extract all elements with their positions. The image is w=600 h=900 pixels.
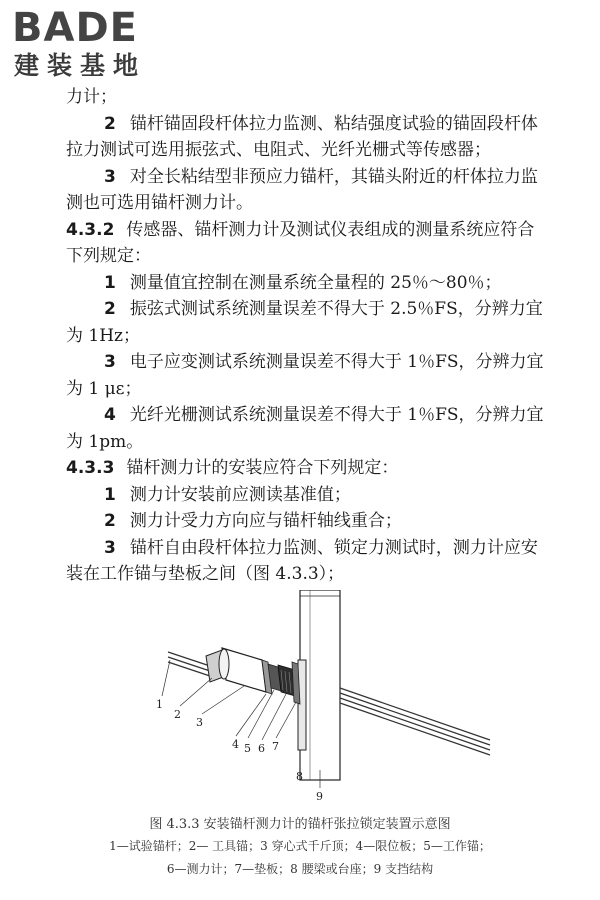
figure-label-2: 2 <box>174 708 181 721</box>
bade-logo <box>12 6 182 86</box>
figure-label-8: 8 <box>296 770 303 783</box>
list-item: 4 光纤光栅测试系统测量误差不得大于 1％FS，分辨力宜 <box>104 405 544 425</box>
text-line: 装在工作锚与垫板之间（图 4.3.3）； <box>66 564 345 584</box>
figure-legend-line-1: 1—试验锚杆；2— 工具锚；3 穿心式千斤顶；4—限位板；5—工作锚； <box>109 839 491 853</box>
logo-subtitle: 建装基地 <box>14 51 147 80</box>
list-item: 1 测量值宜控制在测量系统全量程的 25％～80％； <box>104 272 502 293</box>
list-item: 2 测力计受力方向应与锚杆轴线重合； <box>104 511 402 531</box>
figure-label-7: 7 <box>272 740 279 753</box>
text-line: 为 1Hz； <box>66 325 141 346</box>
figure-label-3: 3 <box>196 716 203 729</box>
list-item: 3 锚杆自由段杆体拉力监测、锁定力测试时，测力计应安 <box>104 537 538 558</box>
logo-brand: BADE <box>12 5 138 51</box>
text-line: 拉力测试可选用振弦式、电阻式、光纤光栅式等传感器； <box>66 140 491 160</box>
list-item: 1 测力计安装前应测读基准值； <box>104 484 351 505</box>
figure-label-9: 9 <box>316 790 323 803</box>
list-item: 2 振弦式测试系统测量误差不得大于 2.5％FS，分辨力宜 <box>104 299 543 319</box>
anchor-tensioning-diagram <box>150 590 510 805</box>
anchor-rod-embedded <box>340 688 490 755</box>
text-line: 为 1 με； <box>66 378 142 399</box>
document-body <box>66 84 586 588</box>
figure-label-4: 4 <box>232 738 239 751</box>
figure-legend-line-2: 6—测力计；7—垫板；8 腰梁或台座；9 支挡结构 <box>166 862 434 876</box>
list-item: 2 锚杆锚固段杆体拉力监测、粘结强度试验的锚固段杆体 <box>104 113 538 134</box>
figure-label-5: 5 <box>244 742 251 755</box>
figure-label-1: 1 <box>156 698 163 711</box>
text-line: 为 1pm。 <box>66 431 144 452</box>
text-line: 测也可选用锚杆测力计。 <box>66 193 253 213</box>
waist-beam <box>298 660 306 750</box>
section-heading: 4.3.3 锚杆测力计的安装应符合下列规定： <box>66 458 399 478</box>
list-item: 3 对全长粘结型非预应力锚杆，其锚头附近的杆体拉力监 <box>104 166 538 187</box>
figure-label-6: 6 <box>258 742 265 755</box>
section-heading: 4.3.2 传感器、锚杆测力计及测试仪表组成的测量系统应符合 <box>66 219 535 240</box>
figure-caption: 图 4.3.3 安装锚杆测力计的锚杆张拉锁定装置示意图 <box>149 817 451 832</box>
text-line: 下列规定： <box>66 246 151 266</box>
test-anchor-rod <box>168 652 210 676</box>
list-item: 3 电子应变测试系统测量误差不得大于 1％FS，分辨力宜 <box>104 352 544 372</box>
text-line: 力计； <box>66 87 117 107</box>
